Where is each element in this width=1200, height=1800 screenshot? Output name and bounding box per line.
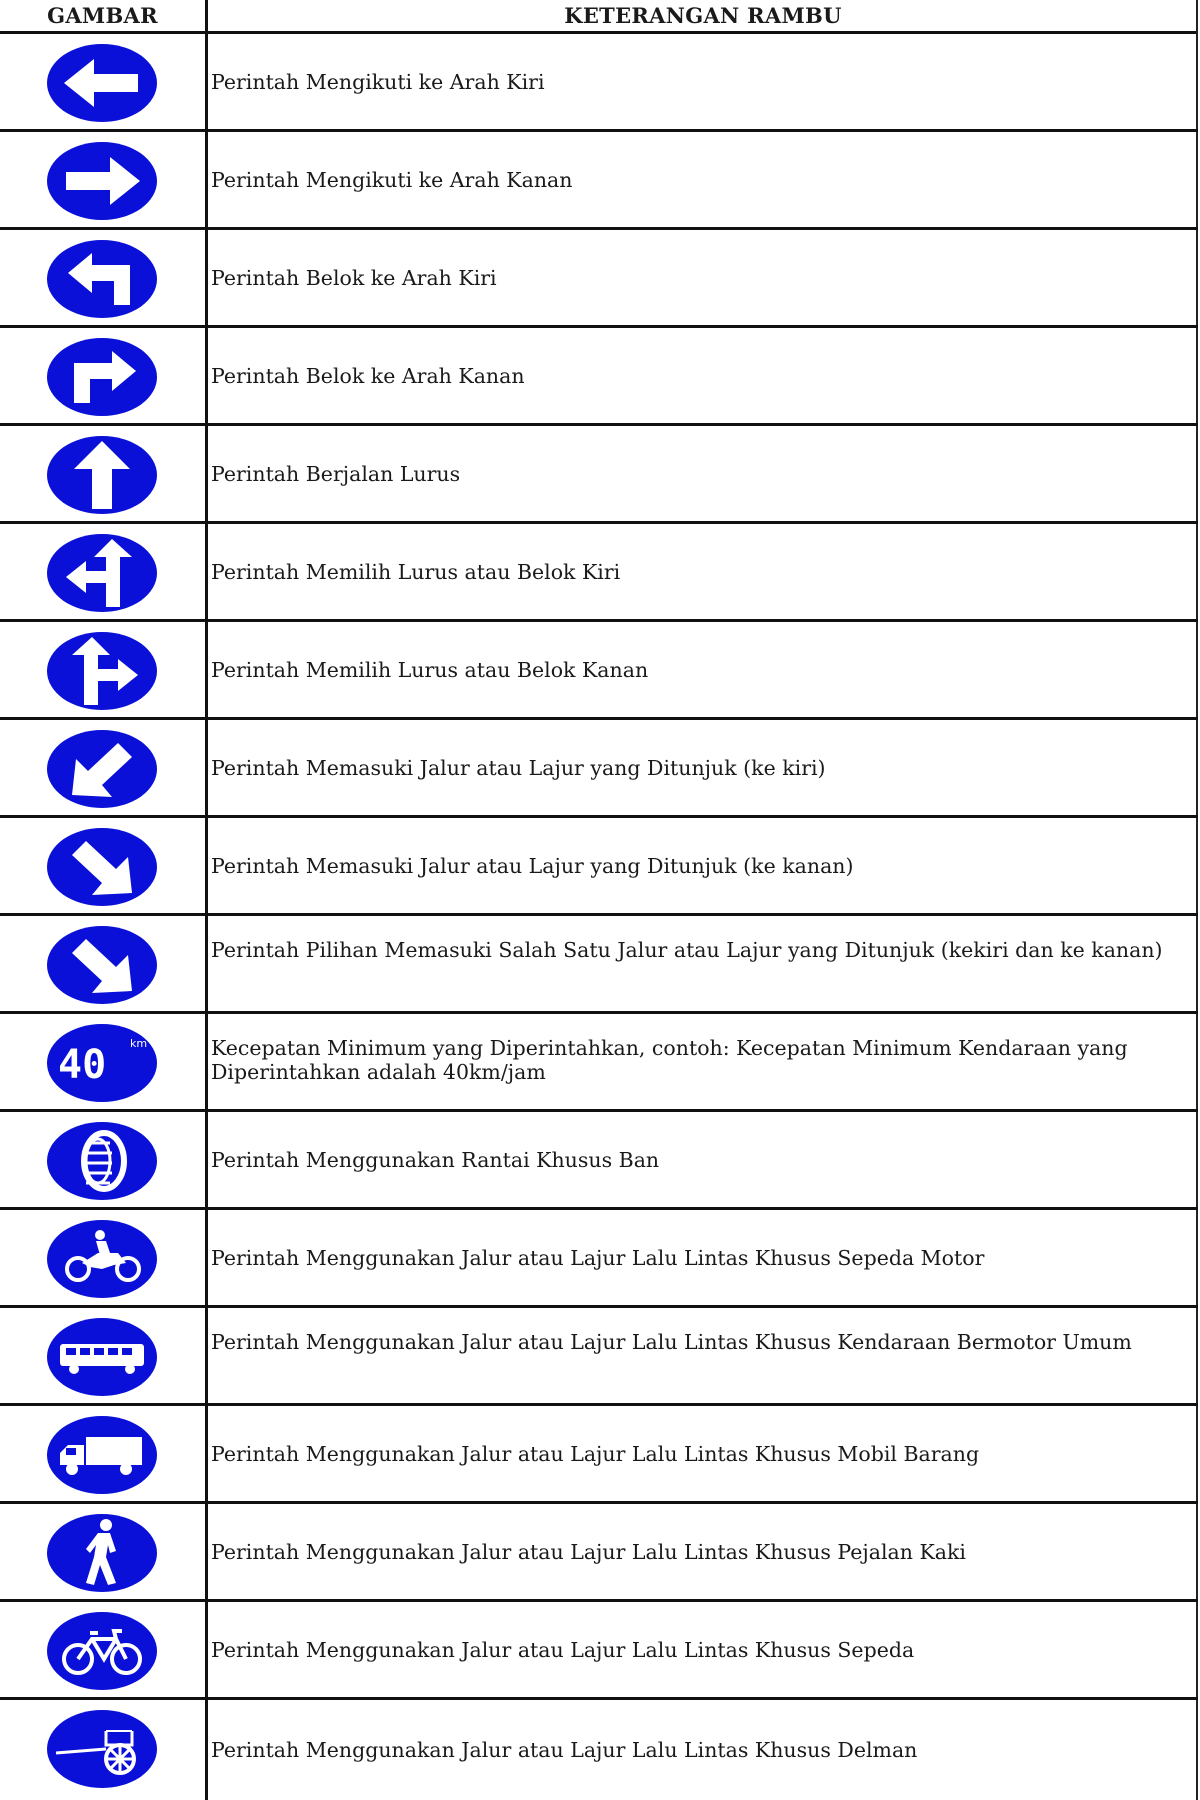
table-row (0, 1308, 1198, 1406)
keep-right-sign-icon (46, 827, 158, 907)
sign-description: Perintah Menggunakan Rantai Khusus Ban (211, 1147, 660, 1172)
table-header (0, 0, 1198, 34)
turn-right-sign-icon (46, 337, 158, 417)
table-row (0, 1014, 1198, 1112)
sign-description: Perintah Menggunakan Jalur atau Lajur Lalu Lintas Khusus Pejalan Kaki (211, 1539, 966, 1564)
horse-cart-lane-sign-icon (46, 1709, 158, 1789)
table-row (0, 230, 1198, 328)
arrow-right-sign-icon (46, 141, 158, 221)
sign-description: Perintah Memasuki Jalur atau Lajur yang Ditunjuk (ke kiri) (211, 755, 826, 780)
arrow-left-sign-icon (46, 43, 158, 123)
table-row (0, 34, 1198, 132)
straight-ahead-sign-icon (46, 435, 158, 515)
table-row (0, 132, 1198, 230)
sign-description: Perintah Pilihan Memasuki Salah Satu Jalur atau Lajur yang Ditunjuk (kekiri dan ke kanan) (211, 938, 1163, 962)
table-row (0, 1406, 1198, 1504)
straight-or-left-sign-icon (46, 533, 158, 613)
sign-description: Perintah Menggunakan Jalur atau Lajur Lalu Lintas Khusus Sepeda Motor (211, 1245, 985, 1270)
table-row (0, 1112, 1198, 1210)
bus-lane-sign-icon (46, 1317, 158, 1397)
sign-description: Perintah Memilih Lurus atau Belok Kanan (211, 657, 649, 682)
table-row (0, 1602, 1198, 1700)
motorcycle-lane-sign-icon (46, 1219, 158, 1299)
table-row (0, 622, 1198, 720)
table-row (0, 328, 1198, 426)
keep-either-side-sign-icon (46, 925, 158, 1005)
table-row (0, 1504, 1198, 1602)
truck-lane-sign-icon (46, 1415, 158, 1495)
bicycle-lane-sign-icon (46, 1611, 158, 1691)
sign-description: Perintah Menggunakan Jalur atau Lajur Lalu Lintas Khusus Kendaraan Bermotor Umum (211, 1330, 1132, 1354)
sign-description: Perintah Belok ke Arah Kiri (211, 265, 497, 290)
pedestrian-lane-sign-icon (46, 1513, 158, 1593)
speed-value: 40 (58, 1042, 107, 1088)
sign-description: Perintah Memilih Lurus atau Belok Kiri (211, 559, 621, 584)
sign-description: Perintah Menggunakan Jalur atau Lajur Lalu Lintas Khusus Sepeda (211, 1637, 915, 1662)
minimum-speed-sign-icon (46, 1023, 158, 1103)
sign-description: Perintah Belok ke Arah Kanan (211, 363, 525, 388)
header-image-column: GAMBAR (47, 3, 158, 28)
sign-description: Perintah Berjalan Lurus (211, 461, 461, 486)
speed-unit: km (130, 1037, 148, 1050)
straight-or-right-sign-icon (46, 631, 158, 711)
table-row (0, 916, 1198, 1014)
sign-description: Perintah Mengikuti ke Arah Kiri (211, 69, 545, 94)
sign-description: Perintah Memasuki Jalur atau Lajur yang Ditunjuk (ke kanan) (211, 853, 854, 878)
keep-left-sign-icon (46, 729, 158, 809)
sign-description: Perintah Menggunakan Jalur atau Lajur Lalu Lintas Khusus Mobil Barang (211, 1441, 980, 1466)
sign-description: Kecepatan Minimum yang Diperintahkan, contoh: Kecepatan Minimum Kendaraan yang Diperintahkan adalah 40km/jam (211, 1036, 1128, 1084)
table-row (0, 1700, 1198, 1800)
table-row (0, 524, 1198, 622)
table-row (0, 1210, 1198, 1308)
table-row (0, 818, 1198, 916)
sign-description: Perintah Menggunakan Jalur atau Lajur Lalu Lintas Khusus Delman (211, 1738, 918, 1762)
snow-chains-sign-icon (46, 1121, 158, 1201)
sign-description: Perintah Mengikuti ke Arah Kanan (211, 167, 573, 192)
header-description-column: KETERANGAN RAMBU (564, 3, 842, 28)
turn-left-sign-icon (46, 239, 158, 319)
table-row (0, 720, 1198, 818)
table-row (0, 426, 1198, 524)
